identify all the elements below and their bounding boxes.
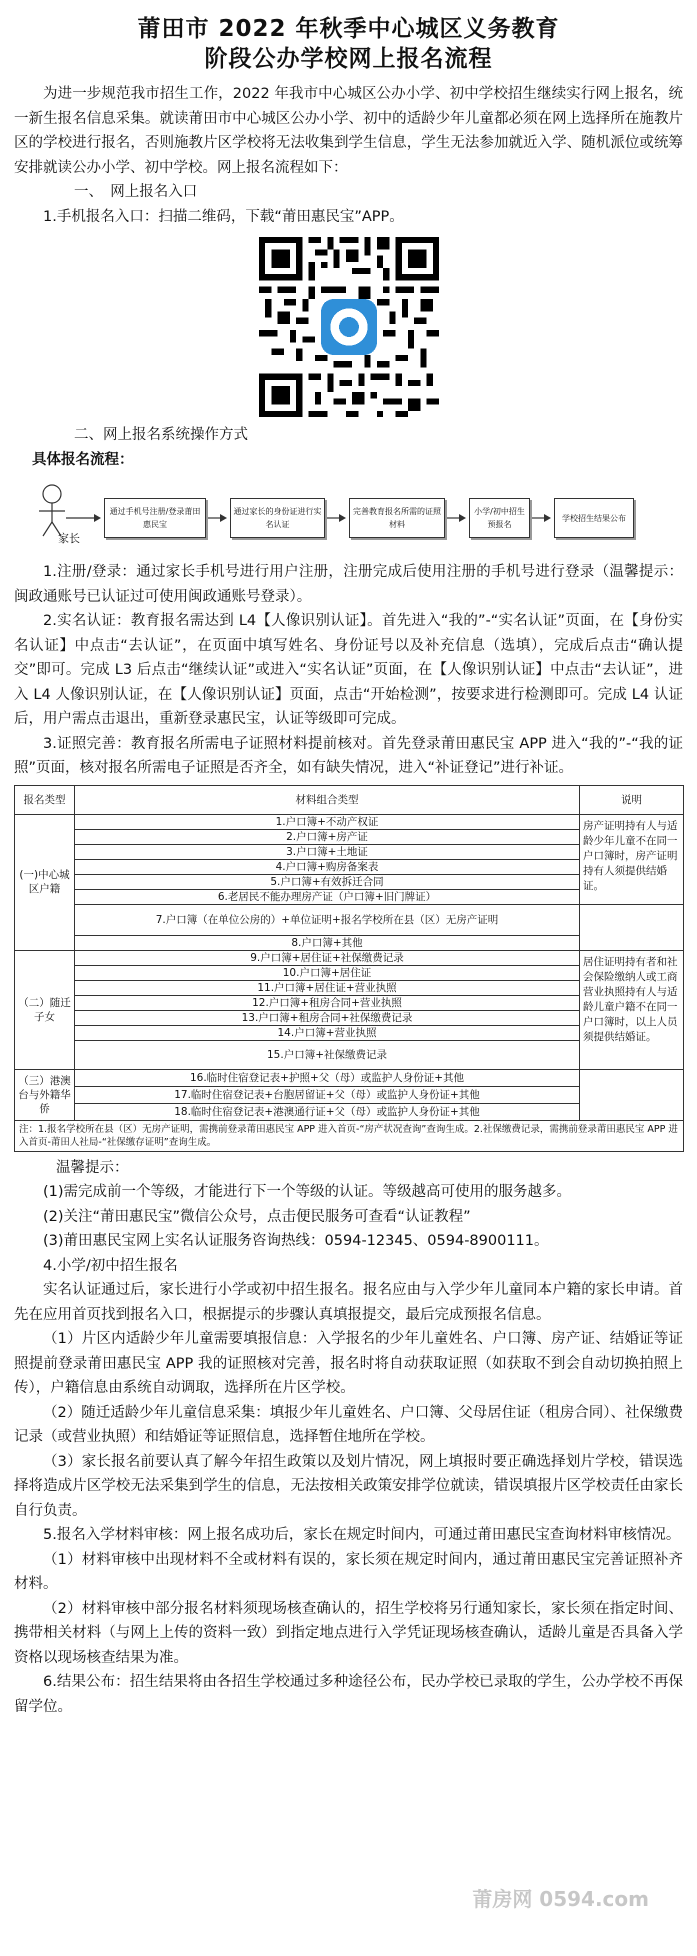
table-row — [15, 904, 684, 935]
materials-table — [14, 785, 684, 1152]
material-cell: 9.户口簿+居住证+社保缴费记录 — [75, 950, 580, 965]
step4-paragraph-1: 实名认证通过后，家长进行小学或初中招生报名。报名应由与入学少年儿童同本户籍的家长申请。首先在应用首页找到报名入口，根据提示的步骤认真填报提交，最后完成预报名信息。 — [14, 1282, 683, 1323]
step5-heading: 5.报名入学材料审核：网上报名成功后，家长在规定时间内，可通过莆田惠民宝查询材料审核情况。 — [43, 1527, 681, 1543]
flow-step-verify: 通过家长的身份证进行实名认证 — [230, 498, 325, 538]
tip-1: (1)需完成前一个等级，才能进行下一个等级的认证。等级越高可使用的服务越多。 — [43, 1184, 572, 1200]
material-cell: 10.户口簿+居住证 — [75, 965, 580, 980]
step1-paragraph: 1.注册/登录：通过家长手机号进行用户注册，注册完成后使用注册的手机号进行登录（温馨提示：闽政通账号已认证过可使用闽政通账号登录）。 — [14, 564, 683, 605]
section2-heading: 二、网上报名系统操作方式 — [74, 427, 248, 443]
material-cell: 1.户口簿+不动产权证 — [75, 814, 580, 829]
intro-paragraph: 为进一步规范我市招生工作，2022 年我市中心城区公办小学、初中学校招生继续实行网上报名，统一新生报名信息采集。就读莆田市中心城区公办小学、初中的适龄少年儿童都必须在网上选择所在施教片区的学校进行报名，否则施教片区学校将无法收集到学生信息，学生无法参加就近入学、随机派位或统筹安排就读公办小学、初中学校。网上报名流程如下： — [14, 86, 683, 176]
header-notes: 说明 — [580, 785, 684, 814]
material-cell: 11.户口簿+居住证+营业执照 — [75, 980, 580, 995]
download-entry: 1.手机报名入口：扫描二维码，下载“莆田惠民宝”APP。 — [43, 208, 404, 225]
material-cell: 15.户口簿+社保缴费记录 — [75, 1040, 580, 1069]
step4-paragraph-4: （3）家长报名前要认真了解今年招生政策以及划片情况，网上填报时要正确选择划片学校，错误选择将造成片区学校无法采集到学生的信息，无法按相关政策安排学位就读，错误填报片区学校责任由家长自行负责。 — [14, 1453, 683, 1519]
material-cell: 8.户口簿+其他 — [75, 935, 580, 950]
header-type: 报名类型 — [15, 785, 75, 814]
section1-heading: 一、 网上报名入口 — [74, 184, 198, 200]
tips-heading: 温馨提示： — [56, 1159, 129, 1176]
qr-code-container — [14, 237, 683, 417]
material-cell: 2.户口簿+房产证 — [75, 829, 580, 844]
flow-arrowhead-4 — [544, 514, 551, 522]
flow-arrowhead-3 — [459, 514, 466, 522]
group1-note: 房产证明持有人与适龄少年儿童不在同一户口簿时，房产证明持有人须提供结婚证。 — [580, 814, 684, 904]
flow-arrowhead-0 — [94, 514, 101, 522]
group3-note — [580, 1069, 684, 1120]
table-footnote: 注：1.报名学校所在县（区）无房产证明，需携前登录莆田惠民宝 APP 进入首页-“房产状况查询”查询生成。2.社保缴费记录，需携前登录莆田惠民宝 APP 进入首页-莆田人社局-“社保缴存证明”查询生成。 — [15, 1120, 684, 1151]
flow-step-documents: 完善教育报名所需的证照材料 — [349, 498, 445, 538]
flow-step-results: 学校招生结果公布 — [554, 498, 634, 538]
table-row — [15, 814, 684, 829]
material-cell: 5.户口簿+有效拆迁合同 — [75, 874, 580, 889]
flow-subheading: 具体报名流程： — [32, 451, 134, 468]
header-materials: 材料组合类型 — [75, 785, 580, 814]
table-row — [15, 950, 684, 965]
step4-paragraph-3: （2）随迁适龄少年儿童信息采集：填报少年儿童姓名、户口簿、父母居住证（租房合同）、社保缴费记录（或营业执照）和结婚证等证照信息，选择暂住地所在学校。 — [14, 1404, 683, 1445]
group1-type: (一)中心城区户籍 — [15, 814, 75, 950]
process-flowchart — [14, 478, 683, 550]
table-row — [15, 1069, 684, 1086]
material-cell: 14.户口簿+营业执照 — [75, 1025, 580, 1040]
qr-code-image[interactable] — [259, 237, 439, 417]
table-header-row — [15, 785, 684, 814]
tip-3: (3)莆田惠民宝网上实名认证服务咨询热线：0594-12345、0594-8900111。 — [43, 1233, 549, 1249]
group2-type: （二）随迁子女 — [15, 950, 75, 1069]
actor-leg-left — [43, 522, 52, 536]
flow-arrowhead-2 — [339, 514, 346, 522]
material-cell: 13.户口簿+租房合同+社保缴费记录 — [75, 1010, 580, 1025]
table-footnote-row — [15, 1120, 684, 1151]
flow-arrowhead-1 — [220, 514, 227, 522]
step5-paragraph-2: （2）材料审核中部分报名材料须现场核查确认的，招生学校将另行通知家长，家长须在指定时间、携带相关材料（与网上上传的资料一致）到指定地点进行入学凭证现场核查确认，适龄儿童是否具备入学资格以现场核查结果为准。 — [14, 1600, 683, 1666]
material-cell: 12.户口簿+租房合同+营业执照 — [75, 995, 580, 1010]
step6-paragraph: 6.结果公布：招生结果将由各招生学校通过多种途径公布，民办学校已录取的学生，公办学校不再保留学位。 — [14, 1674, 683, 1715]
material-cell: 6.老居民不能办理房产证（户口簿+旧门牌证） — [75, 889, 580, 904]
material-cell: 4.户口簿+购房备案表 — [75, 859, 580, 874]
actor-head — [43, 485, 61, 503]
material-cell: 7.户口簿（在单位公房的）+单位证明+报名学校所在县（区）无房产证明 — [75, 904, 580, 935]
step2-paragraph: 2.实名认证：教育报名需达到 L4【人像识别认证】。首先进入“我的”-“实名认证”页面，在【身份实名认证】中点击“去认证”，在页面中填写姓名、身份证号以及补充信息（选填），完成后点击“确认提交”即可。完成 L3 后点击“继续认证”或进入“实名认证”页面，在【人像识别认证】中点击“去认证”，进入 L4 人像识别认证，在【人像识别认证】页面，点击“开始检测”，按要求进行检测即可。完成 L4 认证后，用户需点击退出，重新登录惠民宝，认证等级即可完成。 — [14, 613, 683, 727]
step5-paragraph-1: （1）材料审核中出现材料不全或材料有误的，家长须在规定时间内，通过莆田惠民宝完善证照补齐材料。 — [14, 1551, 683, 1592]
watermark: 莆房网 0594.com — [472, 1887, 649, 1911]
flow-step-prereg: 小学/初中招生预报名 — [469, 498, 530, 538]
step3-paragraph: 3.证照完善：教育报名所需电子证照材料提前核对。首先登录莆田惠民宝 APP 进入“我的”-“我的证照”页面，核对报名所需电子证照是否齐全，如有缺失情况，进入“补证登记”进行补证。 — [14, 735, 683, 776]
material-cell: 16.临时住宿登记表+护照+父（母）或监护人身份证+其他 — [75, 1069, 580, 1086]
material-cell: 18.临时住宿登记表+港澳通行证+父（母）或监护人身份证+其他 — [75, 1103, 580, 1120]
group1-note-empty — [580, 904, 684, 950]
page-title — [14, 14, 683, 74]
flow-step-register: 通过手机号注册/登录莆田惠民宝 — [104, 498, 206, 538]
title-line-2: 阶段公办学校网上报名流程 — [204, 46, 493, 72]
flow-actor-label: 家长 — [58, 532, 80, 545]
group2-note: 居住证明持有者和社会保险缴纳人或工商营业执照持有人与适龄儿童户籍不在同一户口簿时，以上人员须提供结婚证。 — [580, 950, 684, 1069]
title-line-1: 莆田市 2022 年秋季中心城区义务教育 — [137, 16, 560, 42]
material-cell: 17.临时住宿登记表+台胞居留证+父（母）或监护人身份证+其他 — [75, 1086, 580, 1103]
step4-heading: 4.小学/初中招生报名 — [43, 1257, 178, 1274]
step4-paragraph-2: （1）片区内适龄少年儿童需要填报信息：入学报名的少年儿童姓名、户口簿、房产证、结婚证等证照提前登录莆田惠民宝 APP 我的证照核对完善，报名时将自动获取证照（如获取不到会自动切换拍照上传），户籍信息由系统自动调取，选择所在片区学校。 — [14, 1331, 683, 1396]
material-cell: 3.户口簿+土地证 — [75, 844, 580, 859]
group3-type: （三）港澳台与外籍华侨 — [15, 1069, 75, 1120]
tip-2: (2)关注“莆田惠民宝”微信公众号，点击便民服务可查看“认证教程” — [43, 1208, 471, 1225]
